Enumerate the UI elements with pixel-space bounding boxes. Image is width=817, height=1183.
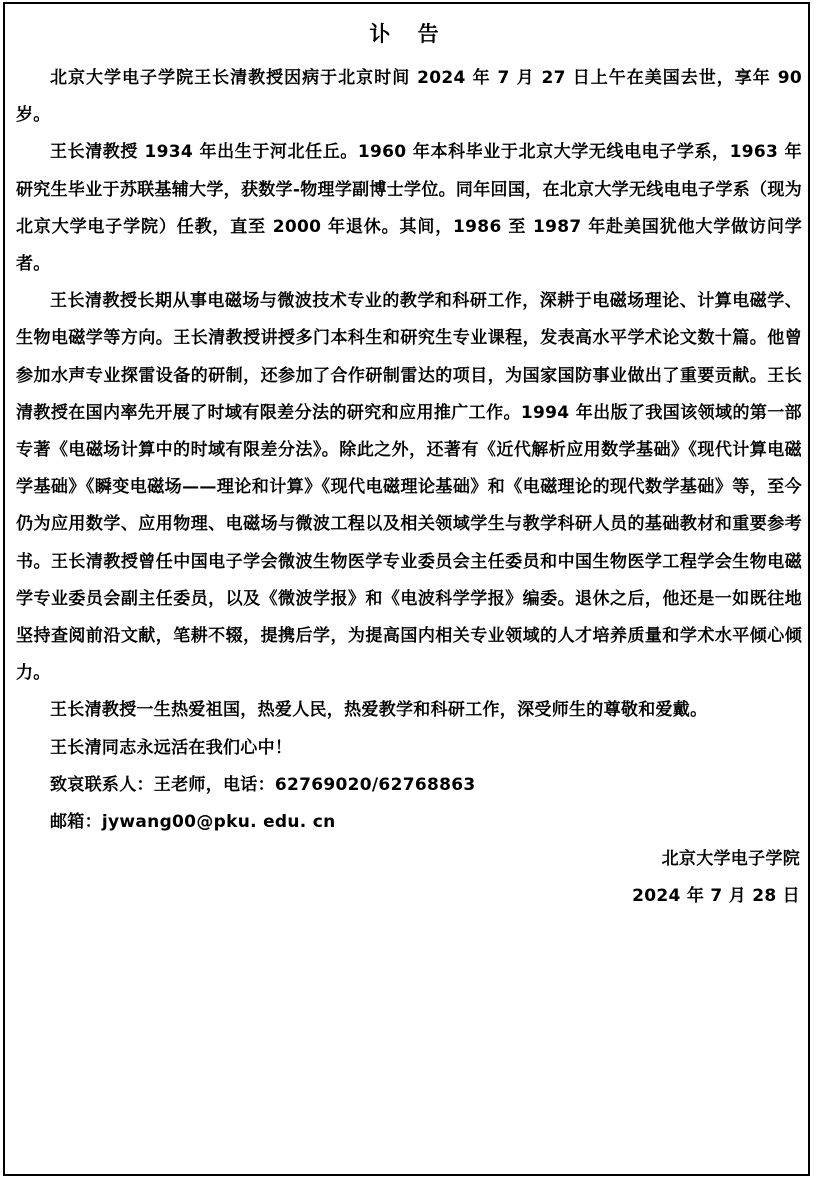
paragraph-biography: 王长清教授 1934 年出生于河北任丘。1960 年本科毕业于北京大学无线电电子学系，1963 年研究生毕业于苏联基辅大学，获数学-物理学副博士学位。同年回国，在北京大学无线电电子学系（现为北京大学电子学院）任教，直至 2000 年退休。其间，1986 至 1987 年赴美国犹他大学做访问学者。 xyxy=(16,142,802,275)
paragraph-memorial: 王长清同志永远活在我们心中！ xyxy=(50,737,293,758)
signature-date: 2024 年 7 月 28 日 xyxy=(632,886,800,907)
signature-organization: 北京大学电子学院 xyxy=(661,849,800,870)
notice-title: 讣 告 xyxy=(369,22,449,46)
contact-line: 致哀联系人：王老师，电话：62769020/62768863 xyxy=(50,774,476,795)
paragraph-tribute: 王长清教授一生热爱祖国，热爱人民，热爱教学和科研工作，深受师生的尊敬和爱戴。 xyxy=(50,700,708,721)
paragraph-announcement: 北京大学电子学院王长清教授因病于北京时间 2024 年 7 月 27 日上午在美国去世，享年 90 岁。 xyxy=(16,68,802,126)
email-line: 邮箱：jywang00@pku. edu. cn xyxy=(50,812,336,833)
obituary-notice xyxy=(16,8,802,916)
paragraph-career: 王长清教授长期从事电磁场与微波技术专业的教学和科研工作，深耕于电磁场理论、计算电磁学、生物电磁学等方向。王长清教授讲授多门本科生和研究生专业课程，发表高水平学术论文数十篇。他曾参加水声专业探雷设备的研制，还参加了合作研制雷达的项目，为国家国防事业做出了重要贡献。王长清教授在国内率先开展了时域有限差分法的研究和应用推广工作。1994 年出版了我国该领域的第一部专著《电磁场计算中的时域有限差分法》。除此之外，还著有《近代解析应用数学基础》《现代计算电磁学基础》《瞬变电磁场——理论和计算》《现代电磁理论基础》和《电磁理论的现代数学基础》等，至今仍为应用数学、应用物理、电磁场与微波工程以及相关领域学生与教学科研人员的基础教材和重要参考书。王长清教授曾任中国电子学会微波生物医学专业委员会主任委员和中国生物医学工程学会生物电磁学专业委员会副主任委员，以及《微波学报》和《电波科学学报》编委。退休之后，他还是一如既往地坚持查阅前沿文献，笔耕不辍，提携后学，为提高国内相关专业领域的人才培养质量和学术水平倾心倾力。 xyxy=(16,291,802,684)
